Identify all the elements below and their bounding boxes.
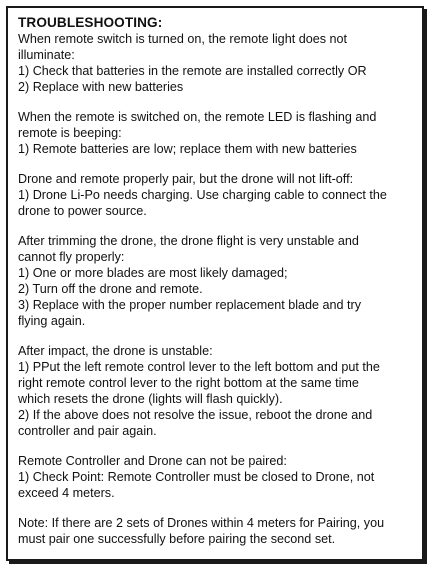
section-lift-off (18, 171, 414, 219)
page-title: TROUBLESHOOTING: (18, 15, 163, 30)
section-pairing-note (18, 515, 414, 547)
section-text-line: exceed 4 meters. (18, 486, 115, 500)
section-text-line: 1) Drone Li-Po needs charging. Use charging cable to connect the (18, 188, 387, 202)
section-text-line: When the remote is switched on, the remote LED is flashing and (18, 110, 377, 124)
section-text-line: drone to power source. (18, 204, 147, 218)
section-text-line: After trimming the drone, the drone flight is very unstable and (18, 234, 359, 248)
section-led-flashing (18, 109, 414, 157)
section-text-line: 3) Replace with the proper number replacement blade and try (18, 298, 362, 312)
section-cannot-pair (18, 453, 414, 501)
section-text-line: 2) Replace with new batteries (18, 80, 184, 94)
section-text-line: Note: If there are 2 sets of Drones within 4 meters for Pairing, you (18, 516, 385, 530)
section-text-line: 1) One or more blades are most likely damaged; (18, 266, 288, 280)
section-unstable-after-trim (18, 233, 414, 329)
section-text-line: cannot fly properly: (18, 250, 125, 264)
section-text-line: must pair one successfully before pairing the second set. (18, 532, 336, 546)
section-text-line: 2) Turn off the drone and remote. (18, 282, 203, 296)
section-unstable-after-impact (18, 343, 414, 439)
section-text-line: flying again. (18, 314, 86, 328)
section-text-line: 1) PPut the left remote control lever to the left bottom and put the (18, 360, 380, 374)
section-text-line: which resets the drone (lights will flash quickly). (18, 392, 283, 406)
section-text-line: controller and pair again. (18, 424, 157, 438)
section-text-line: Drone and remote properly pair, but the drone will not lift-off: (18, 172, 354, 186)
section-text-line: right remote control lever to the right bottom at the same time (18, 376, 359, 390)
section-remote-light (18, 31, 414, 95)
section-text-line: 2) If the above does not resolve the issue, reboot the drone and (18, 408, 373, 422)
section-text-line: illuminate: (18, 48, 75, 62)
troubleshooting-panel (6, 6, 424, 561)
section-text-line: After impact, the drone is unstable: (18, 344, 213, 358)
section-text-line: When remote switch is turned on, the remote light does not (18, 32, 348, 46)
section-text-line: 1) Check Point: Remote Controller must be closed to Drone, not (18, 470, 375, 484)
section-text-line: 1) Check that batteries in the remote are installed correctly OR (18, 64, 367, 78)
section-text-line: Remote Controller and Drone can not be paired: (18, 454, 287, 468)
section-text-line: remote is beeping: (18, 126, 122, 140)
section-text-line: 1) Remote batteries are low; replace them with new batteries (18, 142, 357, 156)
